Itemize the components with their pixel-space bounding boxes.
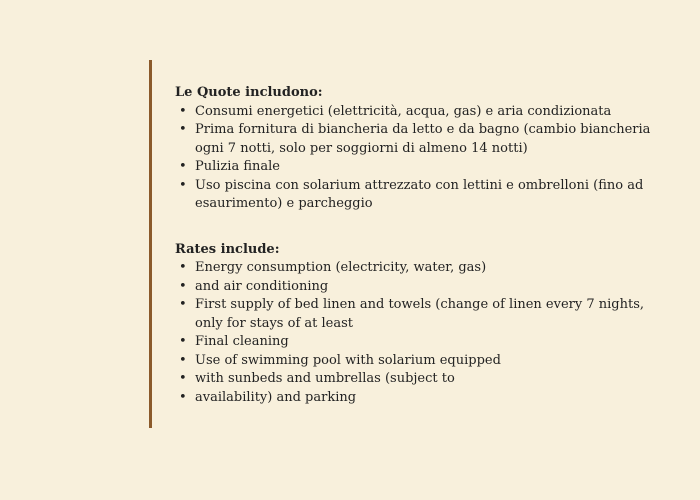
english-list-item: • and air conditioning <box>175 278 675 297</box>
italian-list-item: • Pulizia finale <box>175 158 675 177</box>
english-list-item: • Final cleaning <box>175 333 675 352</box>
accent-bar <box>149 60 152 428</box>
english-list-item: • availability) and parking <box>175 389 675 408</box>
italian-list-item: • Uso piscina con solarium attrezzato con lettini e ombrelloni (fino ad esaurimento) e parcheggio <box>175 177 675 214</box>
italian-section-title: Le Quote includono: <box>175 85 323 100</box>
english-list <box>175 259 675 407</box>
italian-list <box>175 103 675 214</box>
italian-list-item: • Prima fornitura di biancheria da letto e da bagno (cambio biancheria ogni 7 notti, solo per soggiorni di almeno 14 notti) <box>175 121 675 158</box>
english-list-item: • First supply of bed linen and towels (change of linen every 7 nights, only for stays of at least <box>175 296 675 333</box>
english-list-item: • with sunbeds and umbrellas (subject to <box>175 370 675 389</box>
english-section-title: Rates include: <box>175 241 280 257</box>
section-gap <box>175 214 675 241</box>
english-list-item: • Use of swimming pool with solarium equipped <box>175 352 675 371</box>
rates-document <box>175 84 675 407</box>
english-list-item: • Energy consumption (electricity, water, gas) <box>175 259 675 278</box>
italian-list-item: • Consumi energetici (elettricità, acqua, gas) e aria condizionata <box>175 103 675 122</box>
